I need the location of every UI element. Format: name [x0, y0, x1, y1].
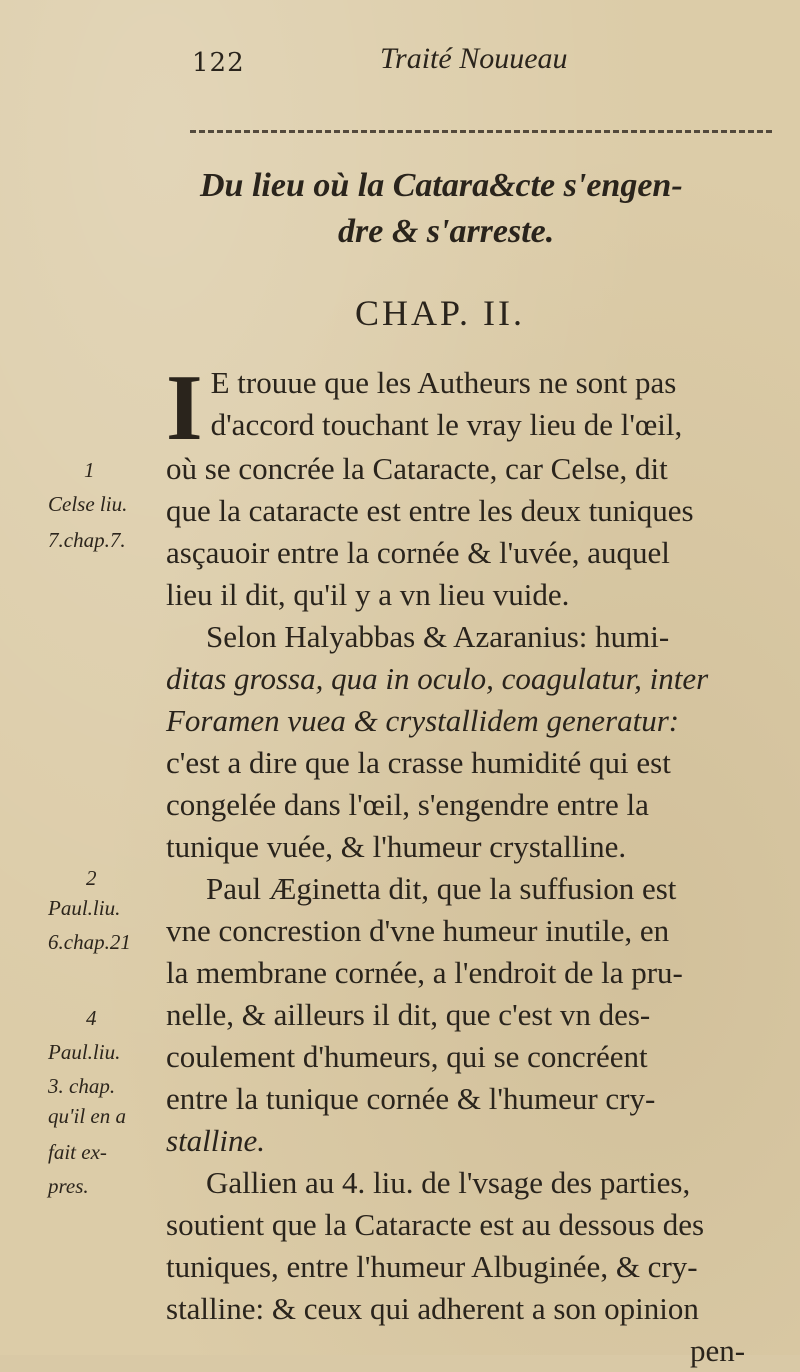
text-line: soutient que la Cataracte est au dessous des — [166, 1207, 705, 1242]
margin-note: fait ex- — [48, 1140, 107, 1164]
text-line: d'accord touchant le vray lieu de l'œil, — [210, 407, 683, 442]
text-line: vne concrestion d'vne humeur inutile, en — [166, 913, 670, 948]
text-line: entre la tunique cornée & l'humeur cry- — [166, 1081, 656, 1116]
text-line: tuniques, entre l'humeur Albuginée, & cry- — [166, 1249, 698, 1284]
margin-note: 2 — [86, 866, 97, 890]
margin-notes — [0, 0, 160, 1355]
text-line: lieu il dit, qu'il y a vn lieu vuide. — [166, 577, 570, 612]
running-head: Traité Nouueau — [380, 42, 568, 75]
text-line: tunique vuée, & l'humeur crystalline. — [166, 829, 627, 864]
margin-note: 4 — [86, 1006, 97, 1030]
chapter-heading: CHAP. II. — [355, 293, 526, 333]
text-line: Paul Æginetta dit, que la suffusion est — [206, 871, 677, 906]
text-line: stalline. — [166, 1123, 266, 1158]
text-line: où se concrée la Cataracte, car Celse, dit — [166, 451, 668, 486]
text-line: coulement d'humeurs, qui se concréent — [166, 1039, 648, 1074]
text-line: nelle, & ailleurs il dit, que c'est vn des- — [166, 997, 651, 1032]
text-line: stalline: & ceux qui adherent a son opinion — [166, 1291, 699, 1326]
text-line: asçauoir entre la cornée & l'uvée, auquel — [166, 535, 670, 570]
margin-note: pres. — [48, 1174, 89, 1198]
text-line: que la cataracte est entre les deux tuniques — [166, 493, 694, 528]
text-line: E trouue que les Autheurs ne sont pas — [210, 365, 677, 400]
catchword: pen- — [690, 1333, 746, 1368]
text-line: la membrane cornée, a l'endroit de la pru- — [166, 955, 683, 990]
page-number: 122 — [192, 48, 245, 78]
drop-cap: I — [166, 356, 203, 460]
margin-note: 1 — [84, 458, 95, 482]
margin-note: 6.chap.21 — [48, 930, 131, 954]
text-line: ditas grossa, qua in oculo, coagulatur, inter — [166, 661, 709, 696]
text-line: Selon Halyabbas & Azaranius: humi- — [206, 619, 670, 654]
section-title-line-1: Du lieu où la Catara&cte s'engen- — [200, 167, 683, 204]
text-line: Foramen vuea & crystallidem generatur: — [166, 703, 680, 738]
margin-note: 3. chap. — [48, 1074, 116, 1098]
text-line: c'est a dire que la crasse humidité qui est — [166, 745, 671, 780]
margin-note: Paul.liu. — [48, 896, 121, 920]
margin-note: 7.chap.7. — [48, 528, 126, 552]
margin-note: Paul.liu. — [48, 1040, 121, 1064]
text-line: congelée dans l'œil, s'engendre entre la — [166, 787, 649, 822]
section-title-line-2: dre & s'arreste. — [338, 213, 555, 250]
body-text — [166, 356, 778, 1372]
text-line: Gallien au 4. liu. de l'vsage des parties, — [206, 1165, 691, 1200]
section-title — [200, 163, 780, 255]
ornamental-rule — [190, 130, 772, 133]
margin-note: qu'il en a — [48, 1104, 126, 1128]
margin-note: Celse liu. — [48, 492, 128, 516]
